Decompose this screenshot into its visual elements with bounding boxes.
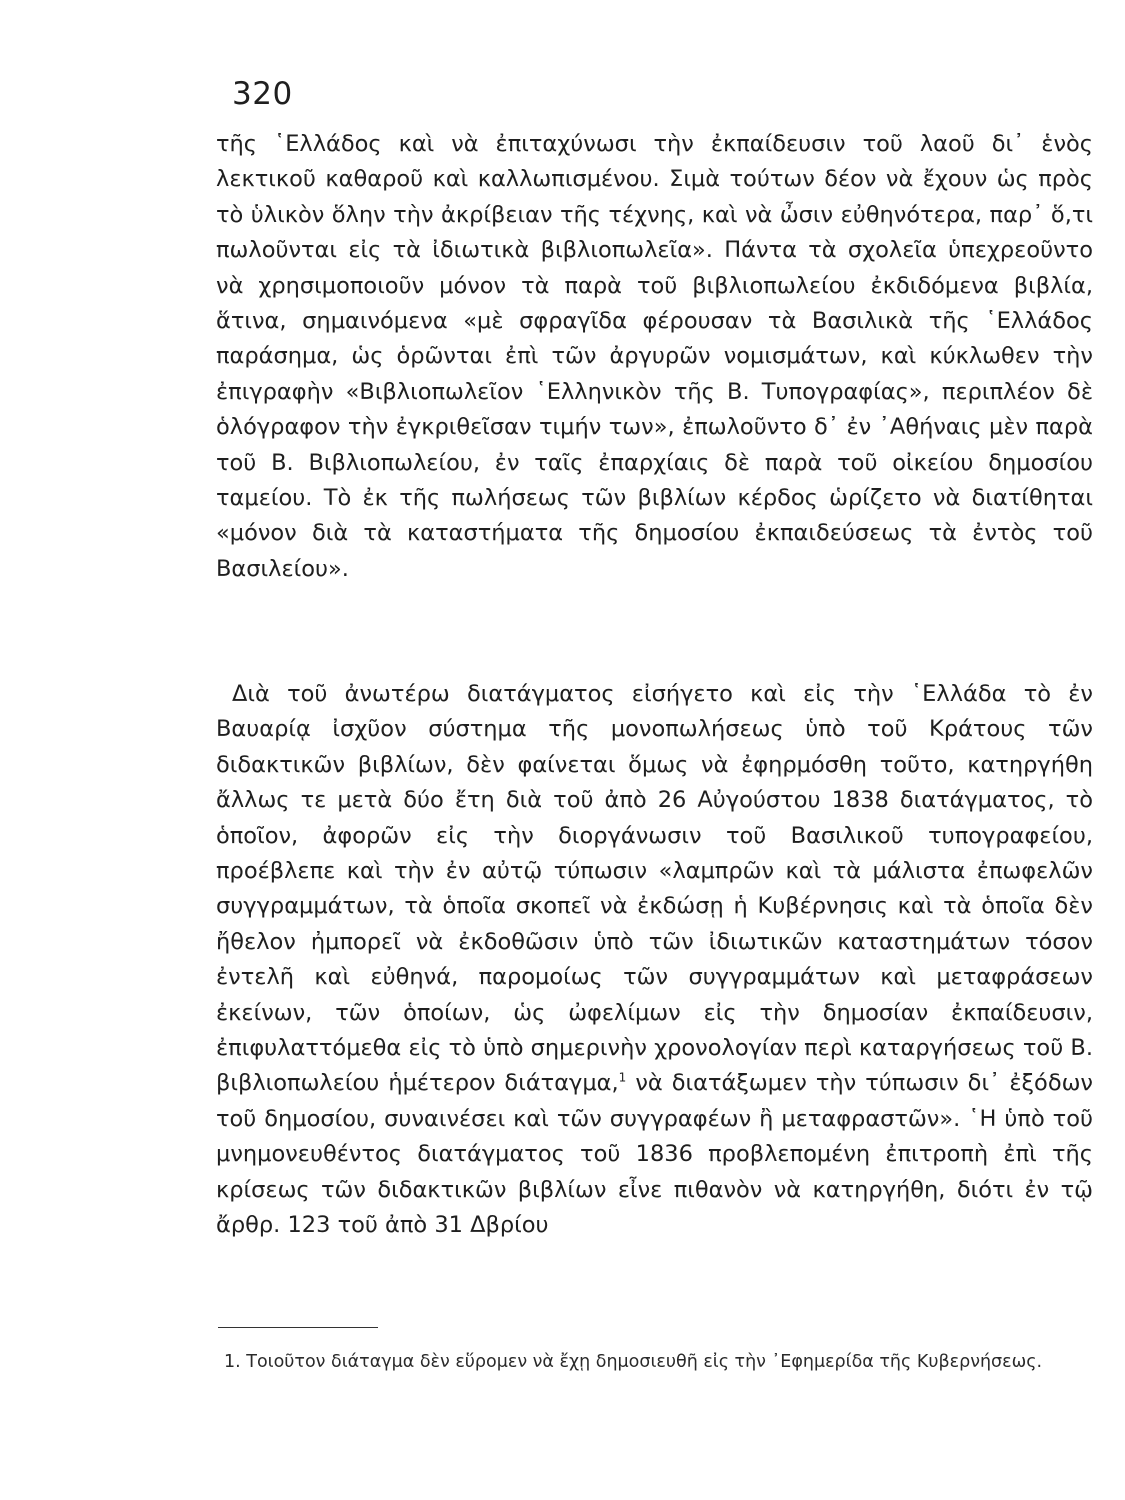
body-paragraph-2	[216, 677, 1093, 1244]
footnote-reference: 1	[618, 1070, 627, 1085]
paragraph-2-text-start: Διὰ τοῦ ἀνωτέρω διατάγματος εἰσήγετο καὶ εἰς τὴν ῾Ελλάδα τὸ ἐν Βαυαρίᾳ ἰσχῦον σύστημα τῆς μονοπωλήσεως ὑπὸ τοῦ Κράτους τῶν διδακτικῶν βιβλίων, δὲν φαίνεται ὅμως νὰ ἐφηρμόσθη τοῦτο, κατηργήθη ἄλλως τε μετὰ δύο ἔτη διὰ τοῦ ἀπὸ 26 Αὐγούστου 1838 διατάγματος, τὸ ὁποῖον, ἀφορῶν εἰς τὴν διοργάνωσιν τοῦ Βασιλικοῦ τυπογραφείου, προέβλεπε καὶ τὴν ἐν αὐτῷ τύπωσιν «λαμπρῶν καὶ τὰ μάλιστα ἐπωφελῶν συγγραμμάτων, τὰ ὁποῖα σκοπεῖ νὰ ἐκδώσῃ ἡ Κυβέρνησις καὶ τὰ ὁποῖα δὲν ἤθελον ἠμπορεῖ νὰ ἐκδοθῶσιν ὑπὸ τῶν ἰδιωτικῶν καταστημάτων τόσον ἐντελῆ καὶ εὐθηνά, παρομοίως τῶν συγγραμμάτων καὶ μεταφράσεων ἐκείνων, τῶν ὁποίων, ὡς ὠφελίμων εἰς τὴν δημοσίαν ἐκπαίδευσιν, ἐπιφυλαττόμεθα εἰς τὸ ὑπὸ σημερινὴν χρονολογίαν περὶ καταργήσεως τοῦ Β. βιβλιοπωλείου ἡμέτερον διάταγμα,	[216, 681, 1093, 1097]
footnote-text: 1. Τοιοῦτον διάταγμα δὲν εὕρομεν νὰ ἔχῃ δημοσιευθῆ εἰς τὴν ᾽Εφημερίδα τῆς Κυβερνήσεως.	[224, 1352, 1043, 1372]
body-paragraph-1: τῆς ῾Ελλάδος καὶ νὰ ἐπιταχύνωσι τὴν ἐκπαίδευσιν τοῦ λαοῦ δι᾽ ἑνὸς λεκτικοῦ καθαροῦ καὶ καλλωπισμένου. Σιμὰ τούτων δέον νὰ ἔχουν ὡς πρὸς τὸ ὑλικὸν ὅλην τὴν ἀκρίβειαν τῆς τέχνης, καὶ νὰ ὦσιν εὐθηνότερα, παρ᾽ ὅ,τι πωλοῦνται εἰς τὰ ἰδιωτικὰ βιβλιοπωλεῖα». Πάντα τὰ σχολεῖα ὑπεχρεοῦντο νὰ χρησιμοποιοῦν μόνον τὰ παρὰ τοῦ βιβλιοπωλείου ἐκδιδόμενα βιβλία, ἅτινα, σημαινόμενα «μὲ σφραγῖδα φέρουσαν τὰ Βασιλικὰ τῆς ῾Ελλάδος παράσημα, ὡς ὁρῶνται ἐπὶ τῶν ἀργυρῶν νομισμάτων, καὶ κύκλωθεν τὴν ἐπιγραφὴν «Βιβλιοπωλεῖον ῾Ελληνικὸν τῆς Β. Τυπογραφίας», περιπλέον δὲ ὁλόγραφον τὴν ἐγκριθεῖσαν τιμήν των», ἐπωλοῦντο δ᾽ ἐν ᾽Αθήναις μὲν παρὰ τοῦ Β. Βιβλιοπωλείου, ἐν ταῖς ἐπαρχίαις δὲ παρὰ τοῦ οἰκείου δημοσίου ταμείου. Τὸ ἐκ τῆς πωλήσεως τῶν βιβλίων κέρδος ὡρίζετο νὰ διατίθηται «μόνον διὰ τὰ καταστήματα τῆς δημοσίου ἐκπαιδεύσεως τὰ ἐντὸς τοῦ Βασιλείου».	[216, 131, 1093, 582]
paragraph-2-text-end: νὰ διατάξωμεν τὴν τύπωσιν δι᾽ ἐξόδων τοῦ δημοσίου, συναινέσει καὶ τῶν συγγραφέων ἢ μεταφραστῶν». ῾Η ὑπὸ τοῦ μνημονευθέντος διατάγματος τοῦ 1836 προβλεπομένη ἐπιτροπὴ ἐπὶ τῆς κρίσεως τῶν διδακτικῶν βιβλίων εἶνε πιθανὸν νὰ κατηργήθη, διότι ἐν τῷ ἄρθρ. 123 τοῦ ἀπὸ 31 Δβρίου	[216, 1070, 1093, 1239]
footnote-divider	[218, 1327, 378, 1328]
page-number: 320	[232, 76, 293, 112]
